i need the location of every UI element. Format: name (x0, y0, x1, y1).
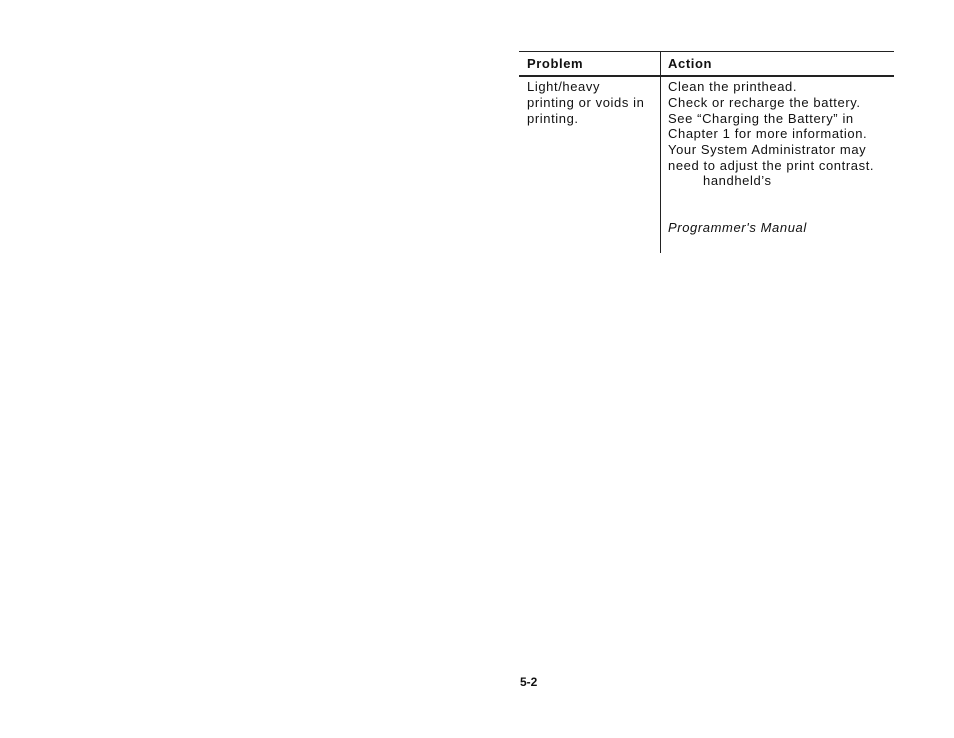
page-number: 5-2 (520, 675, 538, 689)
action-text-line: handheld’s (703, 173, 772, 188)
troubleshooting-table (519, 51, 894, 253)
action-text-line: Your System Administrator may (668, 142, 867, 157)
action-text-line: Chapter 1 for more information. (668, 126, 868, 141)
column-divider (660, 77, 661, 253)
table-header-row (519, 51, 894, 77)
action-text-line: See “Charging the Battery” in (668, 111, 854, 126)
action-text-line: Clean the printhead. (668, 79, 798, 94)
column-divider (660, 52, 661, 75)
header-action: Action (668, 56, 713, 71)
problem-text-line: Light/heavy (527, 79, 601, 94)
problem-text-line: printing or voids in (527, 95, 645, 110)
table-row (519, 77, 894, 253)
action-text-line: need to adjust the print contrast. (668, 158, 875, 173)
header-problem: Problem (527, 56, 584, 71)
problem-text-line: printing. (527, 111, 579, 126)
action-text-line: Check or recharge the battery. (668, 95, 861, 110)
action-reference: Programmer's Manual (668, 220, 807, 235)
